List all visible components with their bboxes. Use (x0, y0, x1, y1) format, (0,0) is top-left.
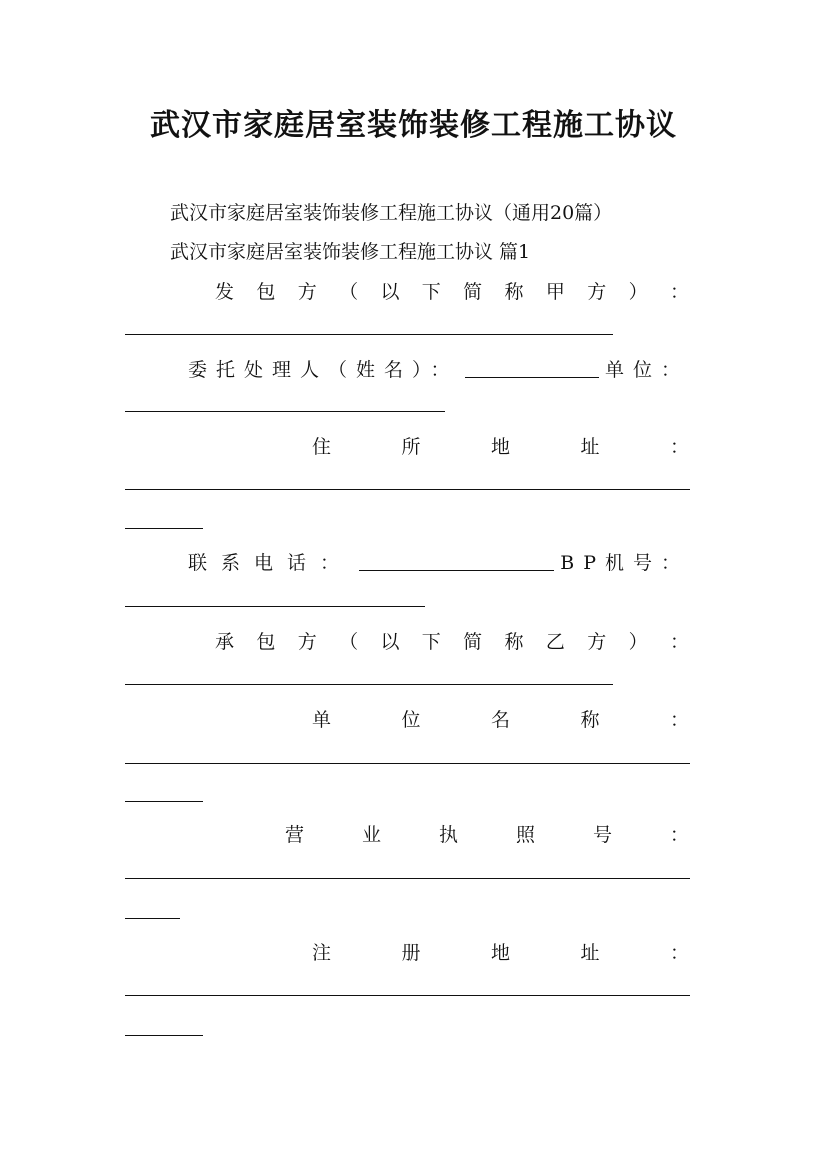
address-blank-continued[interactable] (125, 528, 203, 529)
phone-blank[interactable] (359, 554, 554, 571)
party-b-blank[interactable] (125, 684, 613, 685)
document-subtitle: 武汉市家庭居室装饰装修工程施工协议（通用20篇） (170, 202, 613, 224)
bp-label: BP机号： (560, 552, 689, 574)
registered-address-blank-continued[interactable] (125, 1035, 203, 1036)
registered-address-label: 注 册 地 址 ： (312, 942, 689, 964)
unit-name-blank-continued[interactable] (125, 801, 203, 802)
party-b-label: 承 包 方 （ 以 下 简 称 乙 方 ） ： (215, 631, 689, 653)
business-license-label: 营 业 执 照 号 ： (285, 824, 689, 846)
business-license-blank[interactable] (125, 878, 690, 879)
phone-label: 联系电话： (188, 552, 354, 574)
phone-row (188, 548, 689, 575)
unit-name-label: 单 位 名 称 ： (312, 709, 689, 731)
address-blank[interactable] (125, 489, 690, 490)
unit-name-blank[interactable] (125, 763, 690, 764)
section-heading: 武汉市家庭居室装饰装修工程施工协议 篇1 (170, 241, 531, 263)
address-label: 住 所 地 址 ： (312, 436, 689, 458)
unit-label: 单位： (604, 359, 689, 381)
party-a-label: 发 包 方 （ 以 下 简 称 甲 方 ） ： (215, 281, 689, 303)
registered-address-blank[interactable] (125, 995, 690, 996)
party-a-blank[interactable] (125, 334, 613, 335)
document-title: 武汉市家庭居室装饰装修工程施工协议 (150, 108, 677, 143)
agent-label: 委托处理人（姓名）： (188, 359, 459, 381)
unit-blank[interactable] (125, 411, 445, 412)
agent-row (188, 355, 689, 382)
bp-blank[interactable] (125, 606, 425, 607)
agent-name-blank[interactable] (465, 361, 599, 378)
business-license-blank-continued[interactable] (125, 918, 180, 919)
